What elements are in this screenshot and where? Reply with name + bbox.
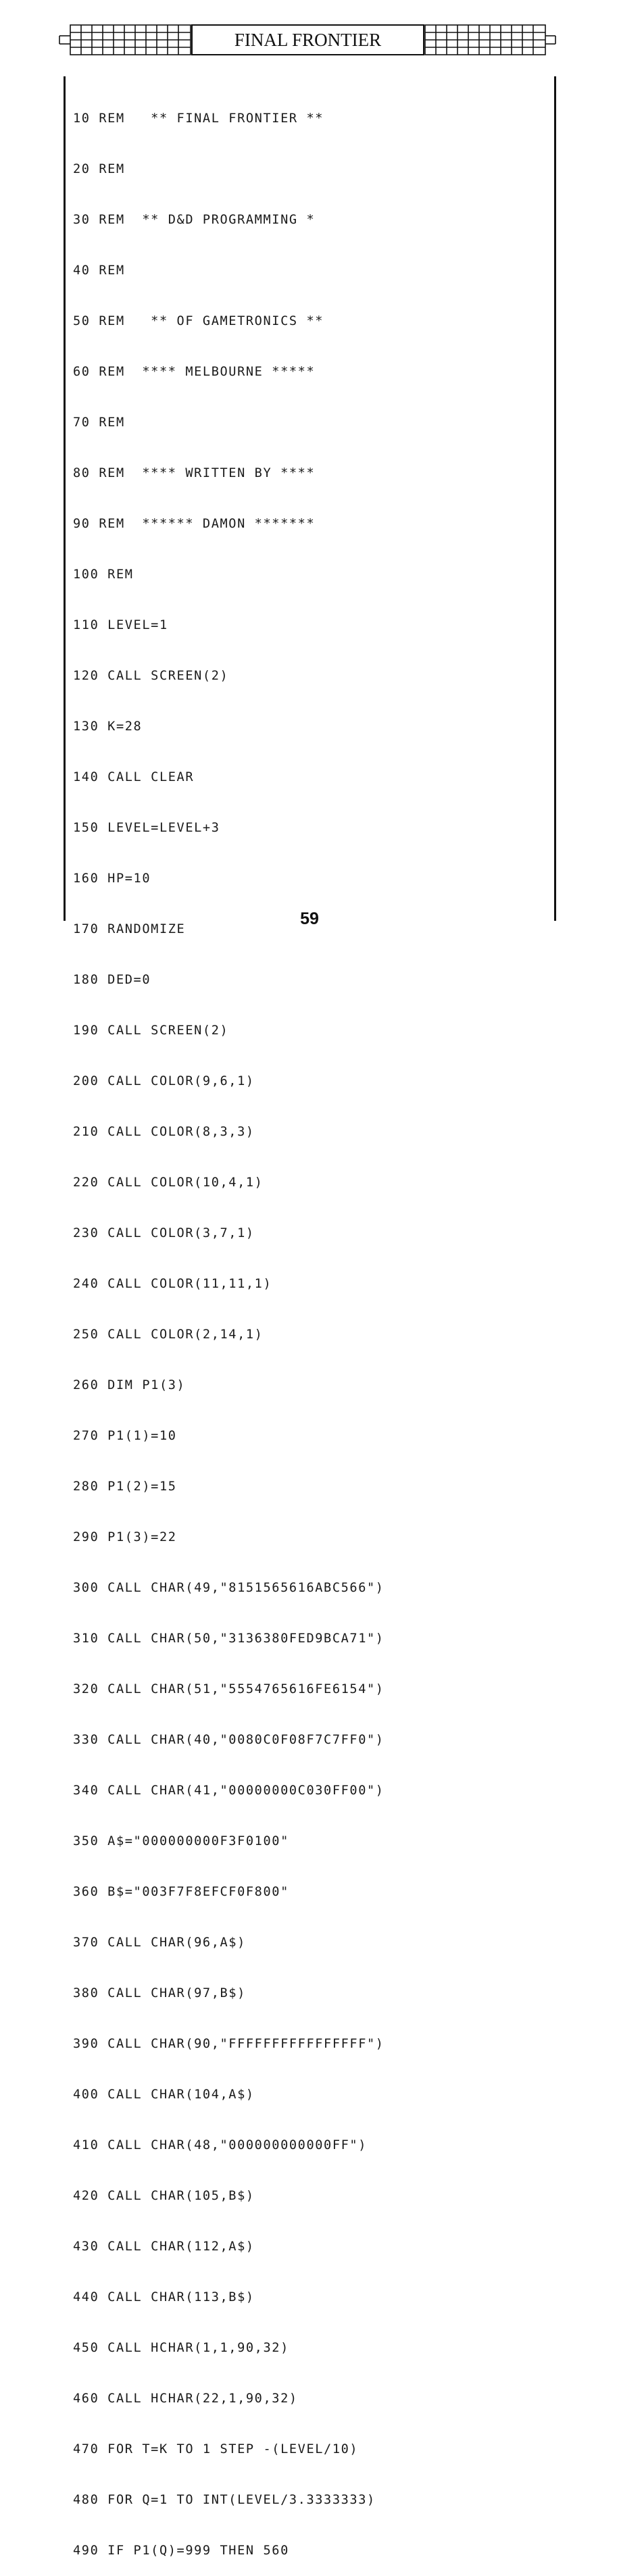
code-line: 120 CALL SCREEN(2) [73,669,229,683]
title-box [191,24,424,55]
code-line: 390 CALL CHAR(90,"FFFFFFFFFFFFFFFF") [73,2037,385,2051]
code-line: 370 CALL CHAR(96,A$) [73,1936,246,1950]
code-line: 10 REM ** FINAL FRONTIER ** [73,111,324,126]
listing-border-right [554,76,556,921]
code-line: 490 IF P1(Q)=999 THEN 560 [73,2544,289,2558]
code-line: 110 LEVEL=1 [73,618,168,632]
code-line: 210 CALL COLOR(8,3,3) [73,1125,255,1139]
code-line: 360 B$="003F7F8EFCF0F800" [73,1885,289,1899]
code-line: 450 CALL HCHAR(1,1,90,32) [73,2341,289,2355]
code-line: 310 CALL CHAR(50,"3136380FED9BCA71") [73,1632,385,1646]
page-title: FINAL FRONTIER [234,29,382,50]
code-line: 440 CALL CHAR(113,B$) [73,2290,255,2304]
code-line: 230 CALL COLOR(3,7,1) [73,1226,255,1240]
code-line: 470 FOR T=K TO 1 STEP -(LEVEL/10) [73,2442,359,2456]
code-line: 350 A$="000000000F3F0100" [73,1834,289,1848]
code-line: 150 LEVEL=LEVEL+3 [73,821,220,835]
grid-ornament-left [59,24,192,55]
code-line: 30 REM ** D&D PROGRAMMING * [73,213,316,227]
code-line: 60 REM **** MELBOURNE ***** [73,365,316,379]
code-line: 340 CALL CHAR(41,"00000000C030FF00") [73,1784,385,1798]
code-line: 50 REM ** OF GAMETRONICS ** [73,314,324,328]
code-line: 140 CALL CLEAR [73,770,195,784]
code-line: 460 CALL HCHAR(22,1,90,32) [73,2392,298,2406]
code-line: 100 REM [73,567,134,582]
code-line: 220 CALL COLOR(10,4,1) [73,1176,264,1190]
code-line: 430 CALL CHAR(112,A$) [73,2240,255,2254]
code-line: 480 FOR Q=1 TO INT(LEVEL/3.3333333) [73,2493,376,2507]
code-line: 410 CALL CHAR(48,"000000000000FF") [73,2138,368,2152]
code-line: 260 DIM P1(3) [73,1378,186,1392]
code-line: 240 CALL COLOR(11,11,1) [73,1277,272,1291]
code-line: 80 REM **** WRITTEN BY **** [73,466,316,480]
code-line: 40 REM [73,263,125,278]
code-line: 400 CALL CHAR(104,A$) [73,2088,255,2102]
code-line: 290 P1(3)=22 [73,1530,177,1544]
program-listing [73,76,385,2576]
code-line: 180 DED=0 [73,973,151,987]
code-line: 20 REM [73,162,125,176]
code-line: 300 CALL CHAR(49,"8151565616ABC566") [73,1581,385,1595]
code-line: 270 P1(1)=10 [73,1429,177,1443]
page-number: 59 [300,909,319,928]
code-line: 330 CALL CHAR(40,"0080C0F08F7C7FF0") [73,1733,385,1747]
page-header [0,0,619,68]
code-line: 130 K=28 [73,719,143,734]
code-line: 420 CALL CHAR(105,B$) [73,2189,255,2203]
code-line: 160 HP=10 [73,872,151,886]
code-line: 250 CALL COLOR(2,14,1) [73,1328,264,1342]
code-line: 190 CALL SCREEN(2) [73,1024,229,1038]
code-line: 90 REM ****** DAMON ******* [73,517,316,531]
grid-ornament-right [424,24,556,55]
code-line: 380 CALL CHAR(97,B$) [73,1986,246,2000]
code-line: 170 RANDOMIZE [73,922,186,936]
listing-border-left [64,76,66,921]
code-line: 70 REM [73,415,125,430]
code-line: 320 CALL CHAR(51,"5554765616FE6154") [73,1682,385,1696]
code-line: 200 CALL COLOR(9,6,1) [73,1074,255,1088]
code-line: 280 P1(2)=15 [73,1480,177,1494]
